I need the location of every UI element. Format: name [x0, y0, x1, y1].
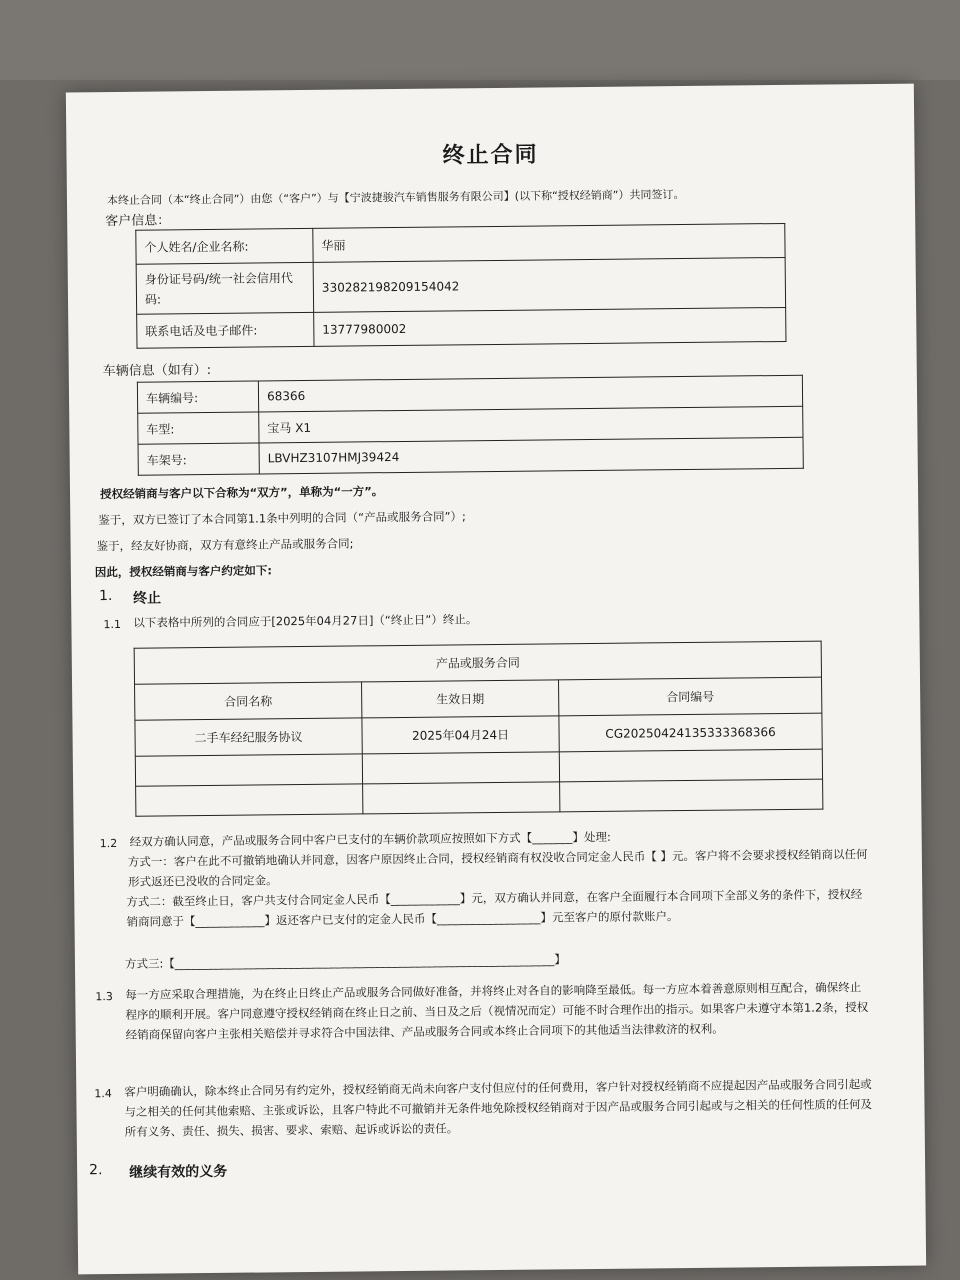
clause-1-4-text: 客户明确确认，除本终止合同另有约定外，授权经销商无尚未向客户支付但应付的任何费用，客户针对授权经销商不应提起因产品或服务合同引起或与之相关的任何其他索赔、主张或诉讼，且客户特此不可撤销并无条件地免除授权经销商对于因产品或服务合同引起或与之相关的任何性质的任何及所有义务、责任、损失、损害、要求、索赔、起诉或诉讼的责任。 — [124, 1077, 873, 1139]
clause-1-2-option-3: 方式三:【__________________________________________________________________】 — [124, 952, 566, 971]
background — [0, 0, 960, 80]
clause-1-1-number: 1.1 — [103, 617, 121, 632]
customer-row — [137, 307, 786, 348]
vehicle-info-table — [137, 375, 804, 476]
clause-1-4-number: 1.4 — [94, 1087, 112, 1101]
contract-caption: 产品或服务合同 — [134, 641, 821, 684]
intro-text: 本终止合同（本“终止合同”）由您（“客户”）与【宁波捷骏汽车销售服务有限公司】(以下称“授权经销商”）共同签订。 — [106, 188, 685, 208]
section-2-title: 继续有效的义务 — [129, 1163, 228, 1181]
customer-label: 身份证号码/统一社会信用代码: — [136, 262, 314, 314]
customer-value: 华丽 — [313, 223, 785, 262]
vehicle-row — [138, 437, 803, 475]
contract-cell — [559, 749, 822, 782]
contract-cell — [560, 779, 823, 812]
vehicle-value: 68366 — [258, 375, 802, 412]
contract-cell: 二手车经纪服务协议 — [135, 718, 362, 756]
vehicle-label: 车辆编号: — [137, 381, 258, 413]
clause-1-3-number: 1.3 — [95, 990, 113, 1004]
customer-value: 13777980002 — [314, 307, 786, 346]
recital-1: 授权经销商与客户以下合称为“双方”，单称为“一方”。 — [99, 484, 384, 502]
customer-label: 个人姓名/企业名称: — [136, 228, 313, 264]
customer-info-table — [135, 223, 786, 349]
clause-1-3-text: 每一方应采取合理措施，为在终止日终止产品或服务合同做好准备，并将终止对各自的影响降至最低。每一方应本着善意原则相互配合，确保终止程序的顺利开展。客户同意遵守授权经销商在终止日之前、当日及之后（视情况而定）可能不时合理作出的指示。如果客户未遵守本第1.2条，授权经销商保留向客户主张相关赔偿并寻求符合中国法律、产品或服务合同或本终止合同项下的其他适当法律救济的权利。 — [125, 980, 869, 1042]
contract-paper — [66, 84, 926, 1275]
contract-cell: 2025年04月24日 — [362, 716, 559, 754]
vehicle-value: 宝马 X1 — [259, 406, 803, 443]
clause-1-2-number: 1.2 — [99, 836, 118, 851]
recital-3: 鉴于，经友好协商，双方有意终止产品或服务合同; — [96, 536, 354, 554]
clause-1-1-text: 以下表格中所列的合同应于[2025年04月27日]（“终止日”）终止。 — [133, 612, 478, 630]
vehicle-value: LBVHZ3107HMJ39424 — [259, 437, 803, 474]
vehicle-label: 车型: — [138, 412, 259, 444]
clause-1-2-intro: 经双方确认同意，产品或服务合同中客户已支付的车辆价款项应按照如下方式【_______】处理: — [129, 829, 611, 849]
clause-1-2-option-1: 方式一：客户在此不可撤销地确认并同意，因客户原因终止合同，授权经销商有权没收合同定金人民币【 】元。客户将不会要求授权经销商以任何形式返还已没收的合同定金。 — [127, 847, 868, 889]
contract-header: 合同编号 — [559, 677, 822, 716]
customer-label: 联系电话及电子邮件: — [137, 312, 314, 348]
recital-2: 鉴于，双方已签订了本合同第1.1条中列明的合同（“产品或服务合同”）; — [98, 509, 466, 528]
customer-row — [136, 257, 785, 314]
vehicle-label: 车架号: — [138, 443, 259, 475]
contract-cell — [136, 784, 363, 816]
table-row — [136, 779, 823, 816]
contract-cell — [363, 782, 560, 814]
customer-value: 330282198209154042 — [313, 257, 785, 312]
section-1-title: 终止 — [133, 590, 162, 607]
contract-cell — [362, 752, 559, 784]
clause-1-2-option-2: 方式二：截至终止日，客户共支付合同定金人民币【____________】元，双方确认并同意，在客户全面履行本合同项下全部义务的条件下，授权经销商同意于【____________】返还客户已支付的定金人民币【__________________】元至客户的原付款账户。 — [126, 887, 863, 929]
recital-4: 因此，授权经销商与客户约定如下: — [94, 563, 273, 580]
contract-cell: CG20250424135333368366 — [559, 713, 822, 752]
section-2-number: 2. — [89, 1162, 103, 1179]
document-title: 终止合同 — [442, 142, 539, 169]
contract-header: 合同名称 — [135, 682, 362, 720]
contract-header: 生效日期 — [362, 680, 559, 718]
customer-heading: 客户信息： — [105, 213, 171, 230]
vehicle-heading: 车辆信息（如有）: — [102, 362, 212, 380]
contract-table — [134, 641, 824, 817]
section-1-number: 1. — [99, 588, 113, 605]
contract-cell — [135, 754, 362, 786]
